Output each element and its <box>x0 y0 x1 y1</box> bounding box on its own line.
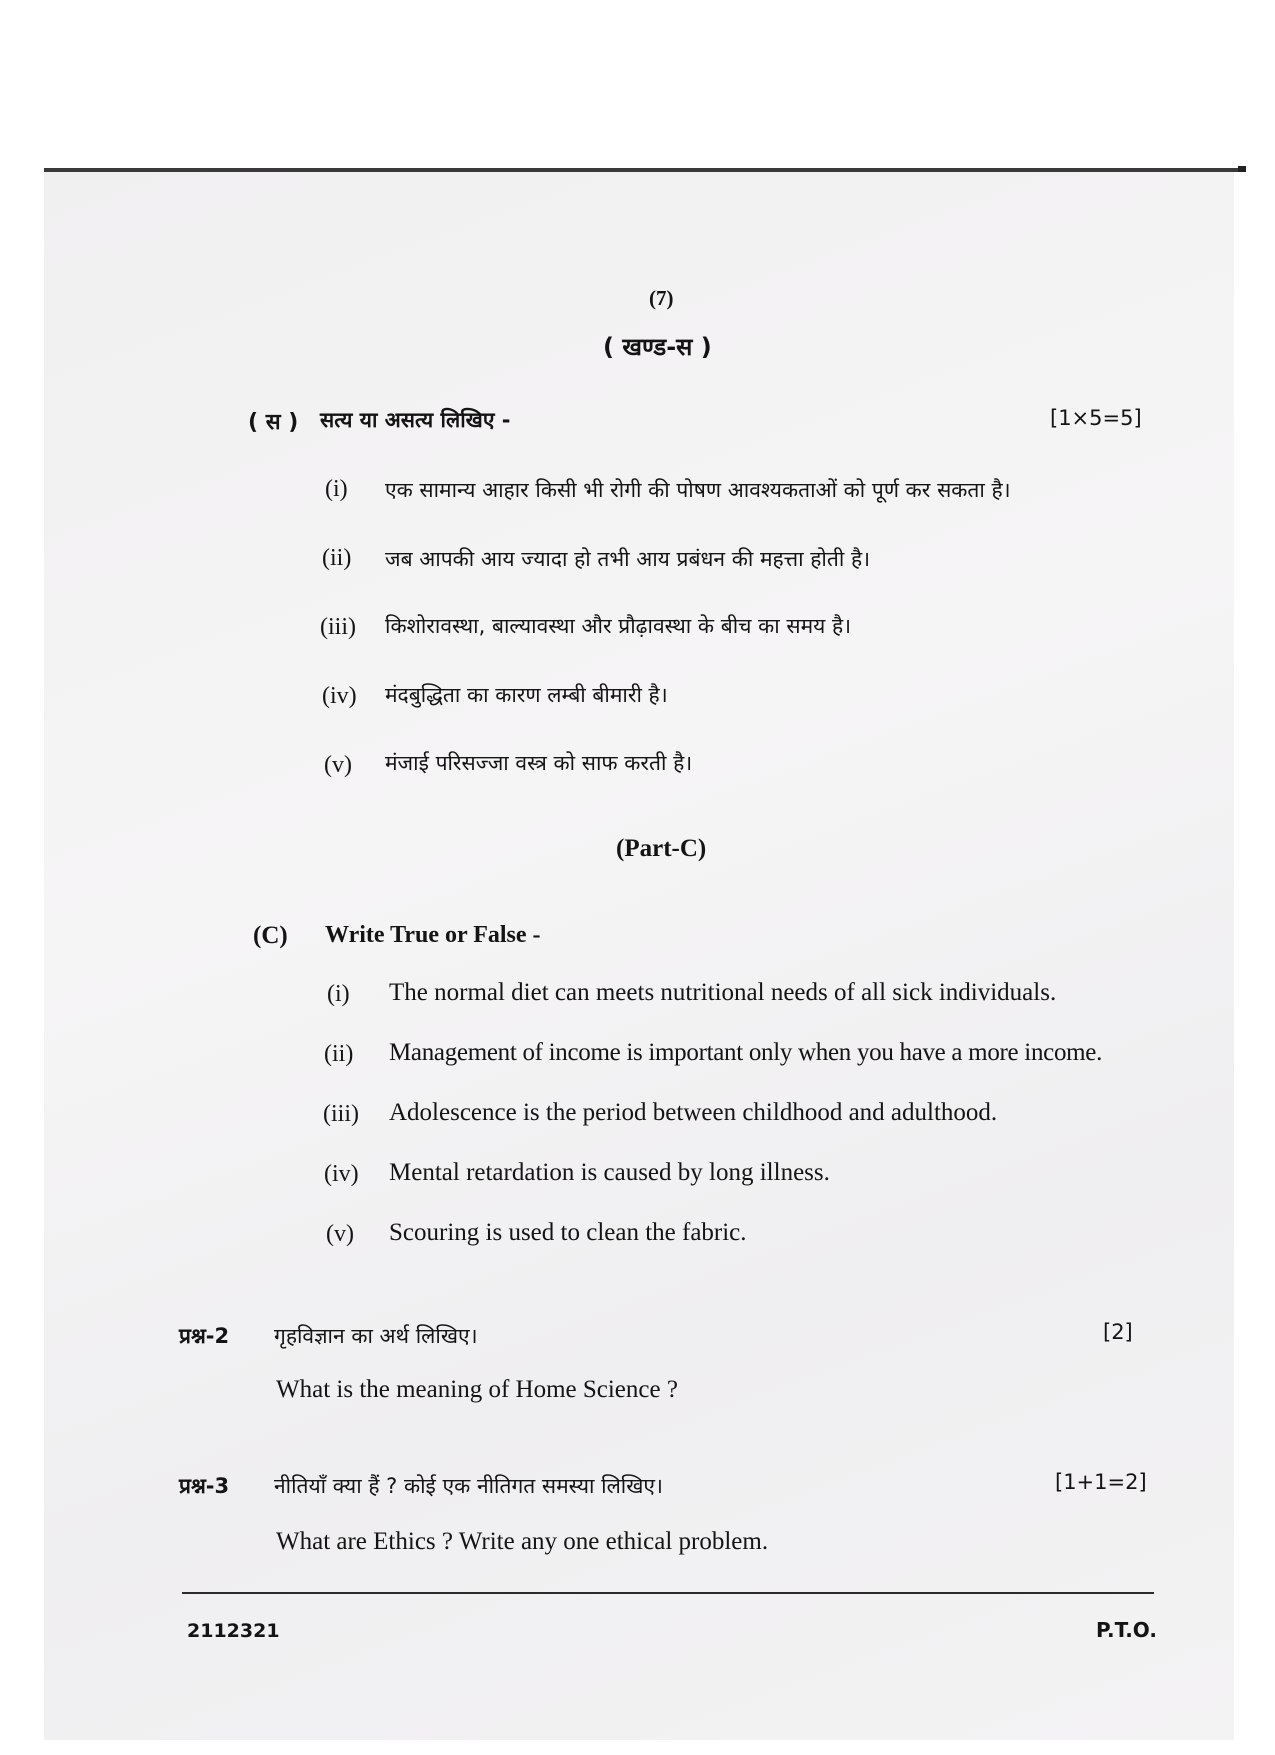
hindi-item-text: एक सामान्य आहार किसी भी रोगी की पोषण आवश्यकताओं को पूर्ण कर सकता है। <box>385 478 1011 502</box>
hindi-item-text: मंजाई परिसज्जा वस्त्र को साफ करती है। <box>385 751 693 775</box>
hindi-question-label: ( स ) <box>248 410 299 435</box>
hindi-question-instruction: सत्य या असत्य लिखिए - <box>320 408 511 432</box>
footer-divider <box>182 1592 1154 1594</box>
english-question-instruction: Write True or False - <box>325 922 541 948</box>
english-question-label: (C) <box>253 922 288 949</box>
hindi-question-marks: [1×5=5] <box>1050 406 1142 430</box>
question-3-english-text: What are Ethics ? Write any one ethical problem. <box>276 1528 769 1555</box>
question-3-marks: [1+1=2] <box>1055 1470 1147 1494</box>
hindi-item-text: मंदबुद्धिता का कारण लम्बी बीमारी है। <box>385 683 668 707</box>
hindi-item-text: किशोरावस्था, बाल्यावस्था और प्रौढ़ावस्था के बीच का समय है। <box>385 614 852 638</box>
footer-pto: P.T.O. <box>1096 1618 1157 1642</box>
section-hindi-heading: ( खण्ड-स ) <box>603 333 712 361</box>
english-item-number: (ii) <box>324 1041 354 1067</box>
english-item-text: The normal diet can meets nutritional needs of all sick individuals. <box>389 979 1057 1006</box>
paper-corner-mark <box>1238 166 1246 172</box>
english-item-number: (i) <box>327 981 350 1007</box>
english-item-text: Management of income is important only when you have a more income. <box>389 1039 1103 1066</box>
english-item-text: Mental retardation is caused by long illness. <box>389 1159 830 1186</box>
hindi-item-number: (i) <box>325 476 348 502</box>
question-2-marks: [2] <box>1103 1320 1133 1344</box>
question-3-label: प्रश्न-3 <box>179 1474 230 1498</box>
hindi-item-text: जब आपकी आय ज्यादा हो तभी आय प्रबंधन की महत्ता होती है। <box>385 547 871 571</box>
hindi-item-number: (ii) <box>322 545 352 571</box>
question-2-hindi-text: गृहविज्ञान का अर्थ लिखिए। <box>274 1324 478 1348</box>
english-item-number: (v) <box>326 1221 354 1247</box>
section-english-heading: (Part-C) <box>616 835 707 862</box>
hindi-item-number: (v) <box>324 752 352 778</box>
hindi-item-number: (iv) <box>322 683 357 709</box>
question-2-label: प्रश्न-2 <box>179 1324 230 1348</box>
paper-top-edge <box>44 168 1240 172</box>
english-item-number: (iv) <box>324 1161 359 1187</box>
page-number: (7) <box>649 286 674 310</box>
english-item-number: (iii) <box>323 1101 359 1127</box>
english-item-text: Adolescence is the period between childhood and adulthood. <box>389 1099 998 1126</box>
hindi-item-number: (iii) <box>320 614 356 640</box>
footer-paper-code: 2112321 <box>187 1620 280 1642</box>
question-3-hindi-text: नीतियाँ क्या हैं ? कोई एक नीतिगत समस्या लिखिए। <box>274 1474 663 1498</box>
question-2-english-text: What is the meaning of Home Science ? <box>276 1376 678 1403</box>
english-item-text: Scouring is used to clean the fabric. <box>389 1219 747 1246</box>
